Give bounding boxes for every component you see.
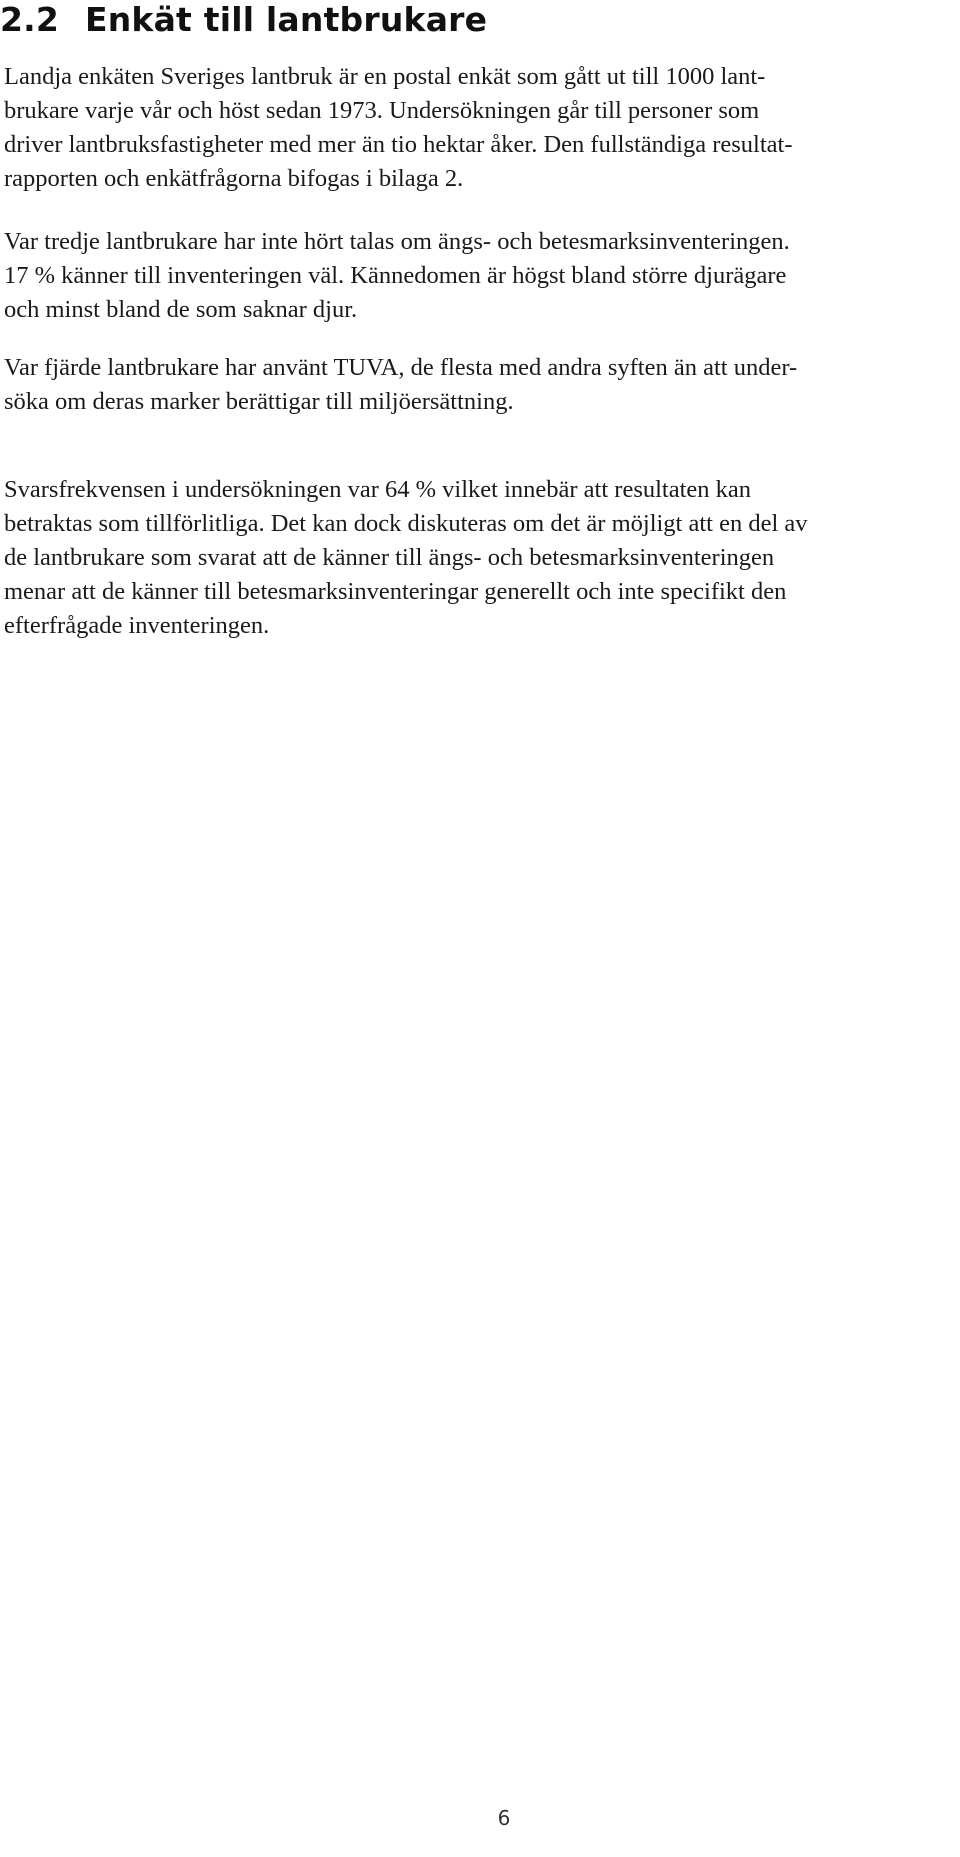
section-number: 2.2 bbox=[0, 0, 60, 39]
paragraph-line: Var tredje lantbrukare har inte hört talas om ängs- och betesmarksinventeringen. bbox=[4, 228, 790, 255]
paragraph-tuva-usage bbox=[4, 351, 956, 419]
paragraph-line: Var fjärde lantbrukare har använt TUVA, de flesta med andra syften än att under- bbox=[4, 354, 798, 381]
paragraph-line: 17 % känner till inventeringen väl. Kännedomen är högst bland större djurägare bbox=[4, 262, 787, 289]
paragraph-response-rate bbox=[4, 473, 956, 643]
section-title: Enkät till lantbrukare bbox=[85, 0, 488, 39]
paragraph-line: brukare varje vår och höst sedan 1973. Undersökningen går till personer som bbox=[4, 97, 760, 124]
paragraph-line: söka om deras marker berättigar till miljöersättning. bbox=[4, 388, 514, 415]
paragraph-awareness bbox=[4, 225, 956, 327]
paragraph-line: betraktas som tillförlitliga. Det kan dock diskuteras om det är möjligt att en del av bbox=[4, 510, 808, 537]
section-heading bbox=[0, 0, 487, 40]
paragraph-line: efterfrågade inventeringen. bbox=[4, 612, 270, 639]
paragraph-line: rapporten och enkätfrågorna bifogas i bilaga 2. bbox=[4, 165, 464, 192]
paragraph-line: och minst bland de som saknar djur. bbox=[4, 296, 358, 323]
paragraph-line: Landja enkäten Sveriges lantbruk är en postal enkät som gått ut till 1000 lant- bbox=[4, 63, 766, 90]
paragraph-line: de lantbrukare som svarat att de känner till ängs- och betesmarksinventeringen bbox=[4, 544, 775, 571]
page-number: 6 bbox=[497, 1806, 511, 1830]
paragraph-line: driver lantbruksfastigheter med mer än tio hektar åker. Den fullständiga resultat- bbox=[4, 131, 793, 158]
paragraph-survey-description bbox=[4, 60, 956, 196]
paragraph-line: menar att de känner till betesmarksinventeringar generellt och inte specifikt den bbox=[4, 578, 787, 605]
paragraph-line: Svarsfrekvensen i undersökningen var 64 % vilket innebär att resultaten kan bbox=[4, 476, 752, 503]
